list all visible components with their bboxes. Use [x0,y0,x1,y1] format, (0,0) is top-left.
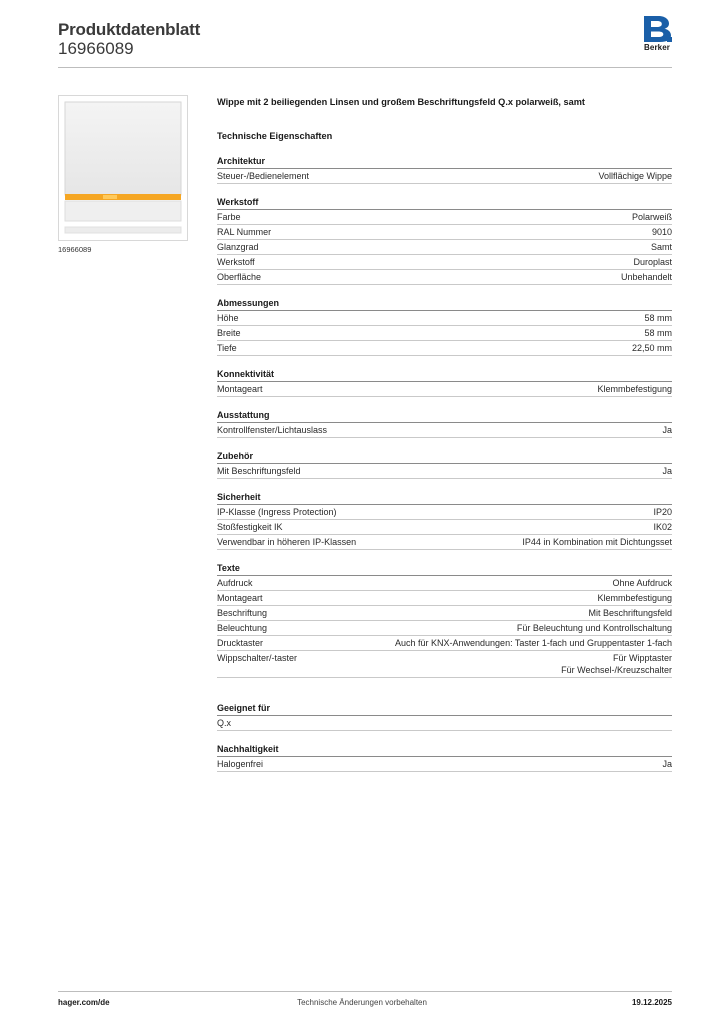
spec-row [217,464,672,479]
spec-label: Montageart [217,593,263,603]
section-title: Ausstattung [217,409,672,423]
spec-row [217,505,672,520]
spec-value-line: 22,50 mm [631,343,672,353]
spec-value [522,536,672,548]
spec-row [217,311,672,326]
spec-label: Oberfläche [217,272,262,282]
spec-value [651,241,672,253]
spec-value [662,758,672,770]
section-title: Nachhaltigkeit [217,743,672,757]
brand-name: Berker [644,43,670,52]
spec-row [217,382,672,397]
spec-section [217,297,672,356]
spec-label: Verwendbar in höheren IP-Klassen [217,537,357,547]
spec-section [217,491,672,550]
spec-value-line: Polarweiß [631,212,672,222]
spec-value-line: Mit Beschriftungsfeld [588,608,672,618]
spec-label: Beschriftung [217,608,268,618]
spec-value-line: Ja [662,425,672,435]
section-title: Sicherheit [217,491,672,505]
spec-value-line: Vollflächige Wippe [598,171,672,181]
spec-value-line: Für Beleuchtung und Kontrollschaltung [516,623,672,633]
spec-section [217,155,672,184]
spec-label: Werkstoff [217,257,255,267]
spec-value-line: 58 mm [644,328,672,338]
spec-row [217,651,672,678]
page-title: Produktdatenblatt [58,20,201,39]
spec-row [217,326,672,341]
spec-label: IP-Klasse (Ingress Protection) [217,507,337,517]
spec-label: Mit Beschriftungsfeld [217,466,301,476]
berker-logo [640,16,674,52]
spec-label: Halogenfrei [217,759,264,769]
light-lens-strip [65,194,181,200]
spec-row [217,341,672,356]
spec-value-line: Für Wechsel-/Kreuzschalter [561,665,672,675]
product-image [63,100,183,236]
footer-divider [58,991,672,992]
spec-label: Kontrollfenster/Lichtauslass [217,425,328,435]
spec-value [395,637,672,649]
section-title: Architektur [217,155,672,169]
spec-value-line: Klemmbefestigung [597,384,672,394]
spec-value-line: Auch für KNX-Anwendungen: Taster 1-fach und Gruppentaster 1-fach [395,638,672,648]
spec-row [217,576,672,591]
spec-row [217,225,672,240]
spec-value [652,226,672,238]
section-title: Geeignet für [217,702,672,716]
spec-row [217,636,672,651]
spec-row [217,606,672,621]
spec-row [217,255,672,270]
spec-label: Montageart [217,384,263,394]
spec-label: Beleuchtung [217,623,268,633]
section-title: Zubehör [217,450,672,464]
spec-value-line: Ja [662,466,672,476]
spec-section [217,368,672,397]
spec-row [217,520,672,535]
spec-label: Steuer-/Bedienelement [217,171,310,181]
header-divider [58,67,672,68]
spec-row [217,240,672,255]
spec-label: Drucktaster [217,638,264,648]
spec-label: RAL Nummer [217,227,272,237]
spec-value [561,652,672,676]
spec-label: Höhe [217,313,239,323]
spec-value-line: IP20 [653,507,672,517]
spec-value [662,465,672,477]
spec-value [597,383,672,395]
spec-value-line: Samt [650,242,672,252]
spec-value [662,424,672,436]
spec-row [217,757,672,772]
footer-website[interactable]: hager.com/de [58,998,110,1007]
product-description: Wippe mit 2 beiliegenden Linsen und großem Beschriftungsfeld Q.x polarweiß, samt [217,97,585,107]
spec-value [644,327,672,339]
section-title: Texte [217,562,672,576]
spec-value [653,521,672,533]
spec-value [588,607,672,619]
spec-value [612,577,672,589]
spec-value [597,592,672,604]
spec-value [517,622,672,634]
spec-row [217,591,672,606]
spec-row [217,169,672,184]
spec-row [217,270,672,285]
spec-label: Stoßfestigkeit IK [217,522,283,532]
spec-value-line: Duroplast [633,257,672,267]
spec-value [632,211,672,223]
spec-section [217,562,672,678]
spec-row [217,423,672,438]
spec-value-line: Unbehandelt [620,272,672,282]
section-title: Abmessungen [217,297,672,311]
spec-value [653,506,672,518]
spec-value-line: 58 mm [644,313,672,323]
spec-label: Glanzgrad [217,242,259,252]
spec-label: Q.x [217,718,232,728]
spec-label: Wippschalter/-taster [217,653,298,663]
spec-value [633,256,672,268]
spec-content [217,95,672,772]
spec-label: Breite [217,328,241,338]
spec-value [632,342,672,354]
spec-sections [217,155,672,772]
section-title: Konnektivität [217,368,672,382]
footer-note: Technische Änderungen vorbehalten [297,998,427,1007]
product-image-caption: 16966089 [58,245,92,254]
berker-b-logo-icon [640,16,674,42]
spec-row [217,535,672,550]
spec-section [217,450,672,479]
spec-section [217,196,672,285]
spec-row [217,210,672,225]
spec-section [217,702,672,731]
spec-value-line: IP44 in Kombination mit Dichtungsset [522,537,672,547]
product-number: 16966089 [58,39,134,58]
spec-label: Farbe [217,212,241,222]
spec-value-line: Ohne Aufdruck [612,578,672,588]
spec-row [217,621,672,636]
footer-date: 19.12.2025 [631,998,672,1007]
spec-label: Tiefe [217,343,237,353]
spec-value-line: Ja [662,759,672,769]
section-title: Werkstoff [217,196,672,210]
spec-label: Aufdruck [217,578,253,588]
spec-section [217,409,672,438]
spec-value-line: Klemmbefestigung [597,593,672,603]
spec-value [598,170,672,182]
spec-value-line: 9010 [651,227,672,237]
spec-section [217,743,672,772]
spec-value [644,312,672,324]
spec-value-line: Für Wipptaster [612,653,672,663]
spec-value-line: IK02 [653,522,672,532]
spec-value [621,271,672,283]
spec-row [217,716,672,731]
tech-properties-heading: Technische Eigenschaften [217,131,333,141]
